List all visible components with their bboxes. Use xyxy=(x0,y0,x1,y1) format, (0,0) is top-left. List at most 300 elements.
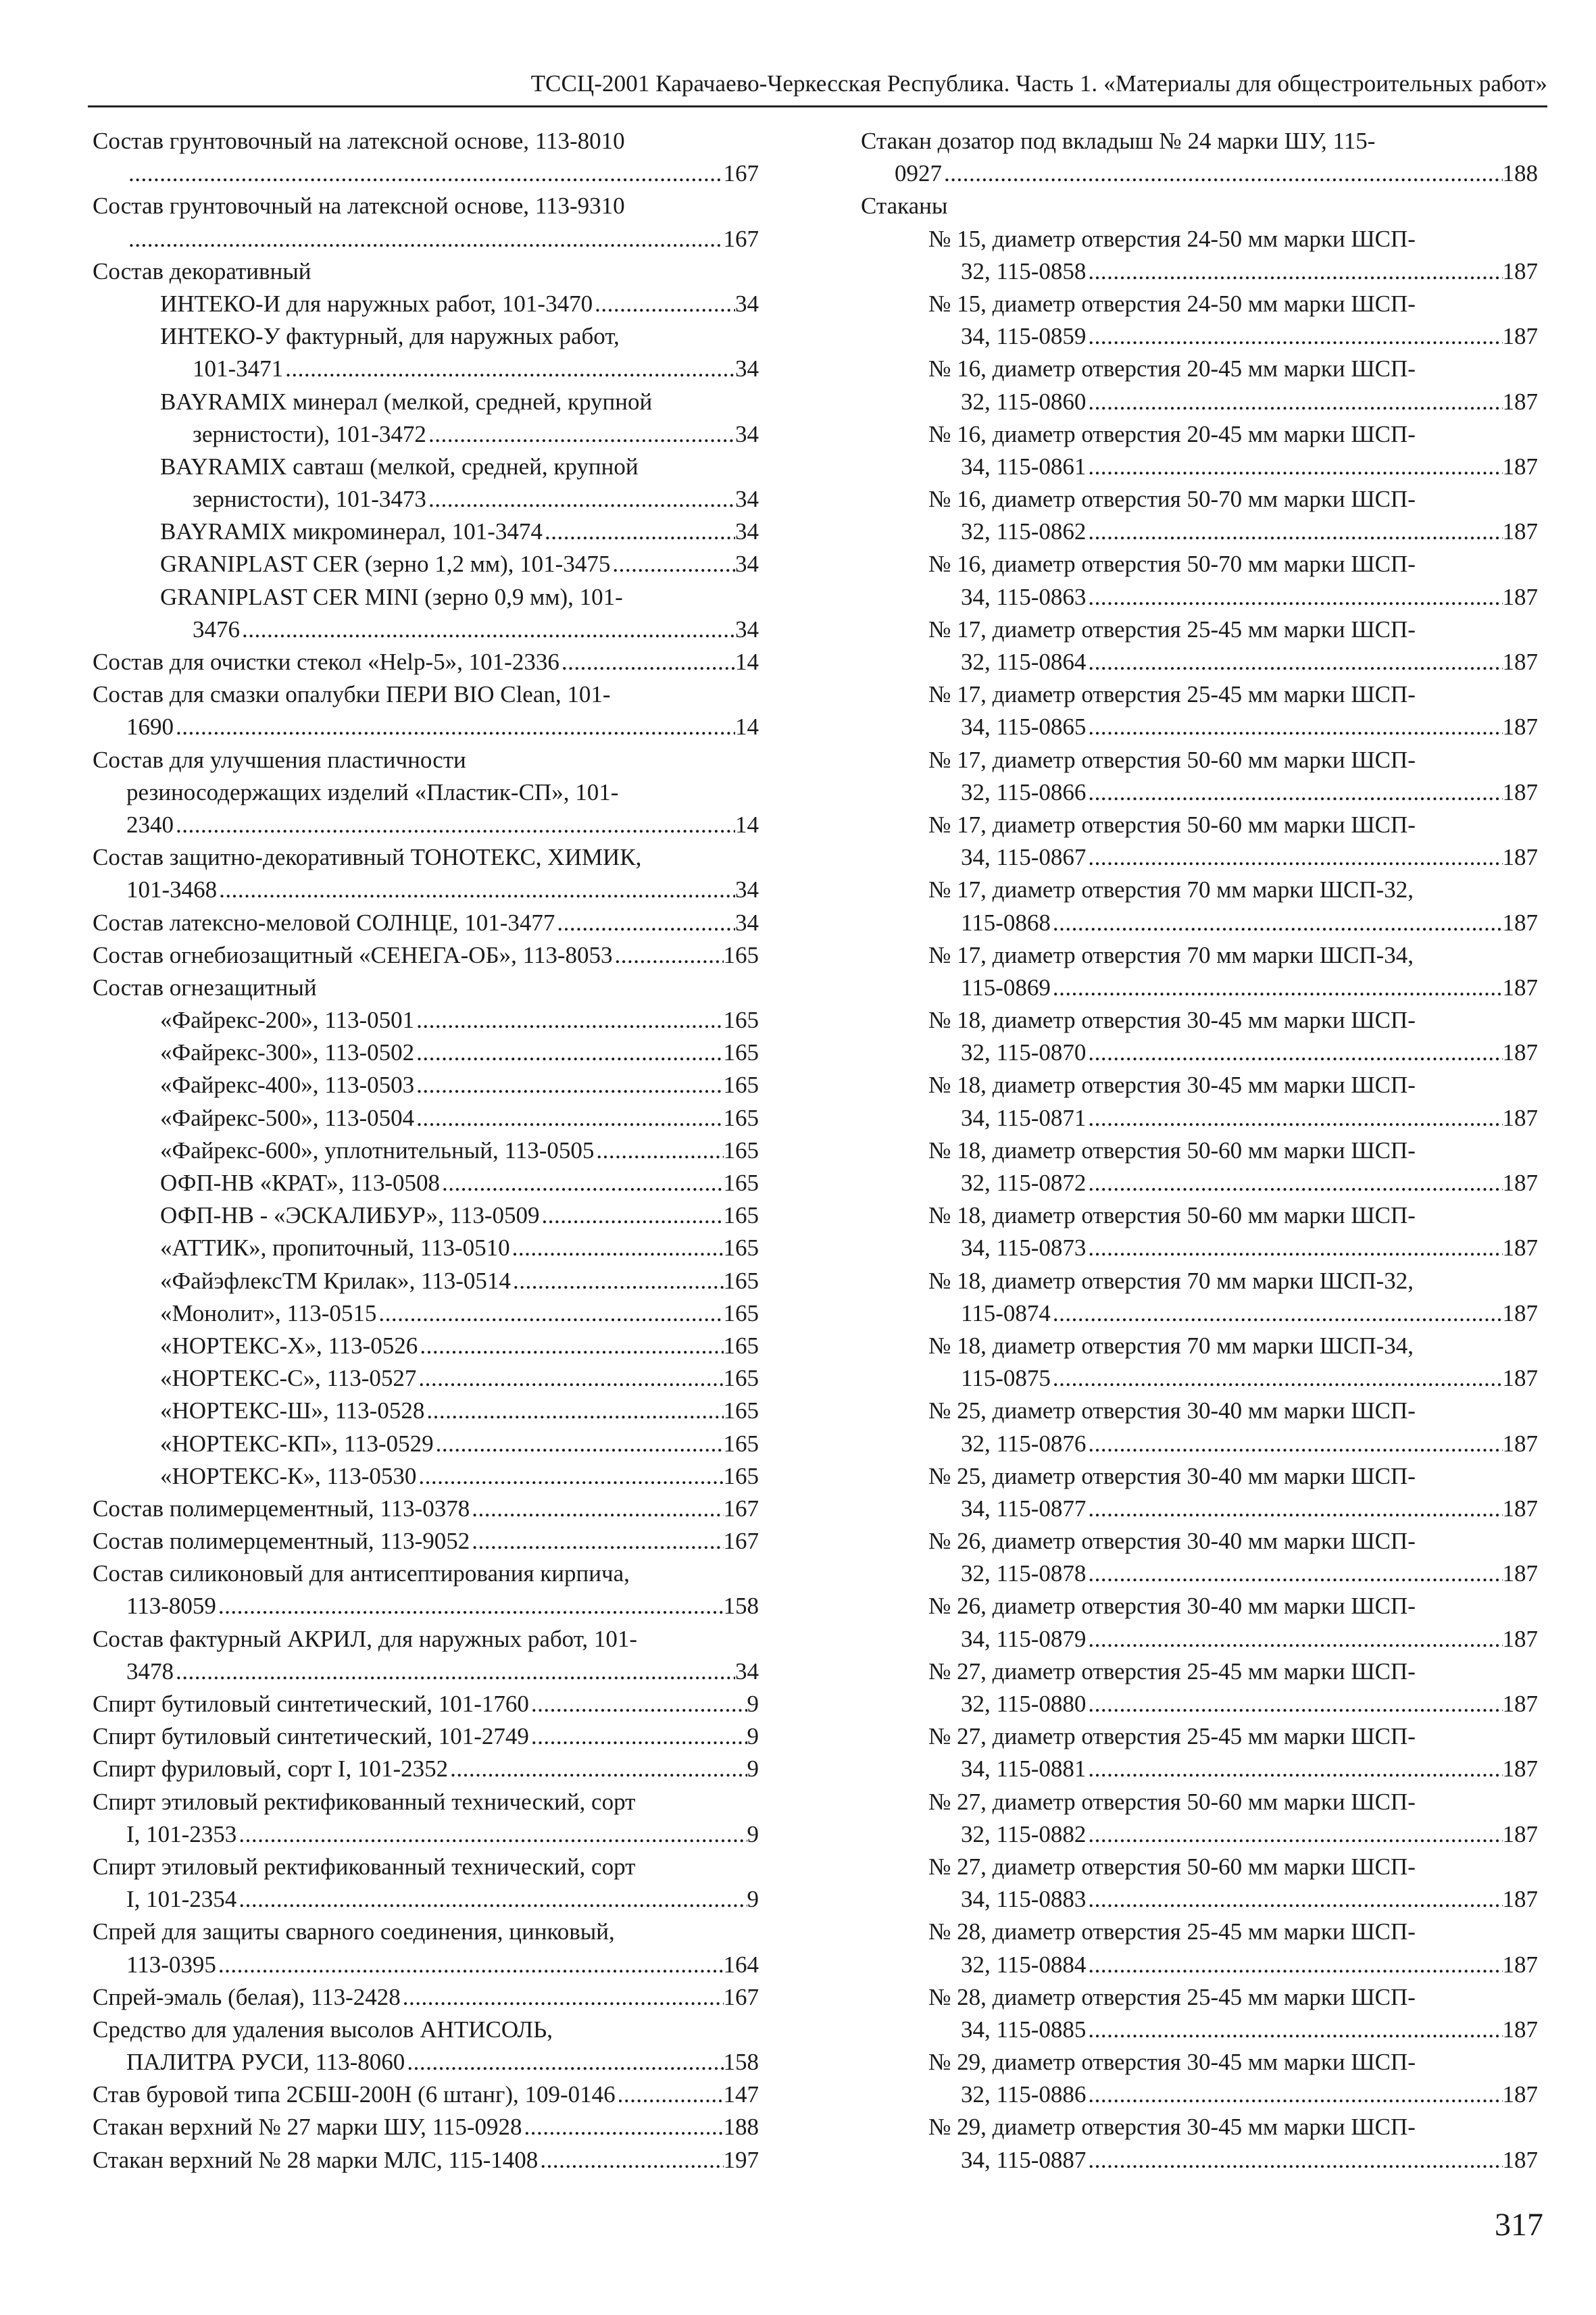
index-entry xyxy=(861,2046,1538,2078)
index-entry xyxy=(861,2144,1538,2176)
index-entry-text: «Файрекс-200», 113-0501 xyxy=(160,1007,415,1034)
index-entry-text: 32, 115-0880 xyxy=(961,1691,1087,1717)
dot-leader xyxy=(942,157,1503,190)
index-entry xyxy=(93,874,759,906)
index-entry xyxy=(93,1688,759,1720)
index-entry-text: № 28, диаметр отверстия 25-45 мм марки ШСП- xyxy=(928,1983,1416,2010)
index-entry xyxy=(861,190,1538,222)
index-entry-page: 187 xyxy=(1502,323,1538,350)
index-entry-page: 34 xyxy=(735,876,759,903)
index-entry-text: 34, 115-0863 xyxy=(961,583,1087,610)
index-entry-text: ИНТЕКО-У фактурный, для наружных работ, xyxy=(160,323,620,350)
index-entry-text: Спирт этиловый ректификованный технический, сорт xyxy=(93,1853,636,1880)
index-entry-text: I, 101-2353 xyxy=(126,1820,237,1847)
index-entry-page: 187 xyxy=(1502,2146,1538,2173)
index-column-right xyxy=(861,125,1538,2176)
index-entry-text: № 18, диаметр отверстия 30-45 мм марки ШСП- xyxy=(928,1007,1416,1034)
index-entry xyxy=(861,1818,1538,1851)
index-column-left xyxy=(93,125,759,2176)
index-entry-page: 187 xyxy=(1502,649,1538,675)
index-entry xyxy=(93,451,759,483)
index-entry-text: Спирт фуриловый, сорт I, 101-2352 xyxy=(93,1756,449,1783)
index-entry-page: 165 xyxy=(723,1365,759,1392)
index-entry xyxy=(861,1330,1538,1362)
index-entry-text: 32, 115-0870 xyxy=(961,1039,1087,1066)
index-entry xyxy=(861,1851,1538,1883)
index-entry-text: № 26, диаметр отверстия 30-40 мм марки ШСП- xyxy=(928,1593,1416,1620)
dot-leader xyxy=(424,1395,723,1427)
index-entry-page: 187 xyxy=(1502,1365,1538,1392)
index-entry xyxy=(93,223,759,255)
index-entry xyxy=(861,1069,1538,1101)
dot-leader xyxy=(594,1135,723,1167)
dot-leader xyxy=(236,1818,747,1851)
dot-leader xyxy=(1086,451,1502,483)
index-entry-text: № 16, диаметр отверстия 20-45 мм марки ШСП- xyxy=(928,420,1416,447)
index-entry-page: 187 xyxy=(1502,844,1538,871)
index-entry xyxy=(93,1265,759,1297)
index-entry xyxy=(861,255,1538,288)
index-entry xyxy=(861,874,1538,906)
index-entry xyxy=(93,907,759,939)
index-entry-text: 34, 115-0867 xyxy=(961,844,1087,871)
index-entry-text: 32, 115-0878 xyxy=(961,1560,1087,1587)
index-entry-page: 165 xyxy=(723,1007,759,1034)
index-entry xyxy=(861,1167,1538,1199)
index-entry-text: Спрей-эмаль (белая), 113-2428 xyxy=(93,1983,401,2010)
index-entry xyxy=(861,1493,1538,1525)
index-entry xyxy=(93,1623,759,1656)
index-entry-page: 165 xyxy=(723,1332,759,1359)
index-entry-text: 34, 115-0877 xyxy=(961,1495,1087,1522)
index-entry-text: BAYRAMIX савташ (мелкой, средней, крупной xyxy=(160,453,639,480)
dot-leader xyxy=(593,288,735,320)
index-entry-page: 34 xyxy=(735,290,759,317)
index-entry-text: «НОРТЕКС-С», 113-0527 xyxy=(160,1365,417,1392)
dot-leader xyxy=(216,1949,724,1981)
index-entry xyxy=(861,1199,1538,1232)
index-entry-text: 32, 115-0886 xyxy=(961,2081,1087,2108)
index-entry xyxy=(93,1949,759,1981)
index-entry xyxy=(861,1265,1538,1297)
index-entry-text: 34, 115-0861 xyxy=(961,453,1087,480)
index-entry xyxy=(93,190,759,222)
index-entry xyxy=(861,1395,1538,1427)
index-entry-text: № 18, диаметр отверстия 70 мм марки ШСП-34, xyxy=(928,1332,1414,1359)
index-entry-text: 32, 115-0860 xyxy=(961,388,1087,415)
index-entry-text: 101-3471 xyxy=(193,355,284,382)
index-entry xyxy=(861,1232,1538,1264)
index-entry xyxy=(93,1460,759,1493)
index-entry-text: BAYRAMIX микроминерал, 101-3474 xyxy=(160,518,543,545)
index-entry-text: Стакан верхний № 28 марки МЛС, 115-1408 xyxy=(93,2146,539,2173)
index-entry-text: 34, 115-0887 xyxy=(961,2146,1087,2173)
dot-leader xyxy=(440,1167,723,1199)
index-entry-page: 187 xyxy=(1502,1299,1538,1326)
dot-leader xyxy=(470,1525,723,1558)
index-entry xyxy=(93,1297,759,1330)
dot-leader xyxy=(1051,1297,1503,1330)
index-entry-text: Состав силиконовый для антисептирования кирпича, xyxy=(93,1560,630,1587)
index-entry-text: ОФП-НВ «КРАТ», 113-0508 xyxy=(160,1170,441,1196)
index-entry-page: 187 xyxy=(1502,1430,1538,1457)
index-entry xyxy=(861,972,1538,1004)
dot-leader xyxy=(1086,1623,1502,1656)
index-entry-text: 34, 115-0865 xyxy=(961,714,1087,741)
index-entry-text: «Монолит», 113-0515 xyxy=(160,1299,377,1326)
index-entry-text: Состав полимерцементный, 113-0378 xyxy=(93,1495,470,1522)
index-entry-text: 1690 xyxy=(126,714,174,741)
index-entry xyxy=(861,483,1538,516)
index-entry xyxy=(93,2078,759,2111)
index-entry-text: ИНТЕКО-И для наружных работ, 101-3470 xyxy=(160,290,593,317)
index-entry xyxy=(861,841,1538,874)
dot-leader xyxy=(1051,1362,1503,1395)
index-entry xyxy=(861,1004,1538,1037)
index-entry xyxy=(93,776,759,809)
index-entry xyxy=(93,581,759,614)
index-entry-page: 165 xyxy=(723,1170,759,1196)
index-entry xyxy=(93,255,759,288)
index-entry xyxy=(93,1883,759,1916)
index-entry xyxy=(93,1786,759,1818)
dot-leader xyxy=(1086,1167,1502,1199)
index-entry-page: 165 xyxy=(723,1202,759,1229)
index-entry-page: 187 xyxy=(1502,1951,1538,1978)
index-entry-text: GRANIPLAST CER MINI (зерно 0,9 мм), 101- xyxy=(160,583,623,610)
index-entry-text: № 25, диаметр отверстия 30-40 мм марки ШСП- xyxy=(928,1462,1416,1489)
dot-leader xyxy=(529,1720,747,1753)
index-entry-text: Состав декоративный xyxy=(93,257,311,284)
index-entry xyxy=(861,1037,1538,1069)
index-entry-page: 165 xyxy=(723,1299,759,1326)
dot-leader xyxy=(1086,1428,1502,1460)
index-entry xyxy=(861,1688,1538,1720)
index-entry xyxy=(93,809,759,841)
index-entry xyxy=(93,1656,759,1688)
index-entry xyxy=(93,1753,759,1785)
index-entry xyxy=(93,125,759,157)
index-entry-text: 101-3468 xyxy=(126,876,218,903)
index-entry-page: 9 xyxy=(747,1691,759,1717)
dot-leader xyxy=(1086,711,1502,743)
dot-leader xyxy=(1086,1688,1502,1720)
index-entry-page: 14 xyxy=(735,714,759,741)
index-entry xyxy=(93,320,759,353)
index-entry xyxy=(93,1102,759,1135)
index-entry xyxy=(93,1818,759,1851)
index-entry-text: № 16, диаметр отверстия 20-45 мм марки ШСП- xyxy=(928,355,1416,382)
index-entry-text: Состав защитно-декоративный ТОНОТЕКС, ХИМИК, xyxy=(93,844,642,871)
index-entry-text: 34, 115-0883 xyxy=(961,1886,1087,1913)
index-entry-page: 187 xyxy=(1502,518,1538,545)
index-entry-page: 34 xyxy=(735,616,759,643)
index-entry-page: 147 xyxy=(723,2081,759,2108)
dot-leader xyxy=(236,1883,747,1916)
index-entry-text: Состав для улучшения пластичности xyxy=(93,746,466,773)
dot-leader xyxy=(416,1460,723,1493)
index-entry-page: 14 xyxy=(735,649,759,675)
index-entry xyxy=(93,353,759,385)
index-entry xyxy=(93,418,759,451)
index-entry xyxy=(861,1558,1538,1590)
dot-leader xyxy=(1086,1493,1502,1525)
index-entry xyxy=(93,614,759,646)
index-entry xyxy=(861,939,1538,972)
index-entry-text: 3478 xyxy=(126,1658,174,1685)
index-entry-text: № 28, диаметр отверстия 25-45 мм марки ШСП- xyxy=(928,1918,1416,1945)
index-entry xyxy=(93,972,759,1004)
index-entry xyxy=(93,1590,759,1622)
index-entry-text: I, 101-2354 xyxy=(126,1886,237,1913)
index-entry xyxy=(861,678,1538,711)
index-entry xyxy=(93,646,759,678)
index-entry-text: резиносодержащих изделий «Пластик-СП», 101- xyxy=(126,778,619,805)
dot-leader xyxy=(418,1330,723,1362)
dot-leader xyxy=(376,1297,723,1330)
index-entry-page: 187 xyxy=(1502,1625,1538,1652)
index-entry xyxy=(93,1069,759,1101)
dot-leader xyxy=(1086,386,1502,418)
dot-leader xyxy=(1086,255,1502,288)
index-entry xyxy=(861,320,1538,353)
dot-leader xyxy=(1086,1883,1502,1916)
index-entry-page: 9 xyxy=(747,1756,759,1783)
index-entry-text: 0927 xyxy=(895,160,942,187)
index-entry-text: № 17, диаметр отверстия 25-45 мм марки ШСП- xyxy=(928,616,1416,643)
dot-leader xyxy=(448,1753,747,1785)
index-entry xyxy=(861,2111,1538,2143)
dot-leader xyxy=(616,2078,724,2111)
dot-leader xyxy=(1086,646,1502,678)
dot-leader xyxy=(434,1428,724,1460)
index-entry-text: № 29, диаметр отверстия 30-45 мм марки ШСП- xyxy=(928,2049,1416,2076)
index-entry-page: 165 xyxy=(723,1397,759,1424)
index-entry xyxy=(93,1493,759,1525)
index-entry xyxy=(93,678,759,711)
index-entry-text: № 17, диаметр отверстия 25-45 мм марки ШСП- xyxy=(928,681,1416,708)
index-entry-text: «АТТИК», пропиточный, 113-0510 xyxy=(160,1235,510,1262)
index-entry-page: 187 xyxy=(1502,583,1538,610)
index-entry xyxy=(861,744,1538,776)
dot-leader xyxy=(126,223,724,255)
index-entry xyxy=(93,2111,759,2143)
index-entry-page: 187 xyxy=(1502,2016,1538,2043)
index-entry-text: 32, 115-0864 xyxy=(961,649,1087,675)
dot-leader xyxy=(174,711,735,743)
dot-leader xyxy=(1086,1558,1502,1590)
index-entry-text: «Файрекс-500», 113-0504 xyxy=(160,1104,415,1131)
index-entry xyxy=(93,744,759,776)
index-entry-text: № 15, диаметр отверстия 24-50 мм марки ШСП- xyxy=(928,290,1416,317)
index-entry-page: 165 xyxy=(723,1462,759,1489)
index-entry-text: 32, 115-0876 xyxy=(961,1430,1087,1457)
dot-leader xyxy=(610,548,735,580)
index-entry xyxy=(93,939,759,972)
index-entry-page: 197 xyxy=(723,2146,759,2173)
dot-leader xyxy=(1051,972,1503,1004)
index-entry-text: Состав огнезащитный xyxy=(93,974,317,1001)
index-entry xyxy=(93,1558,759,1590)
dot-leader xyxy=(559,646,735,678)
index-entry xyxy=(861,548,1538,580)
index-entry xyxy=(861,2078,1538,2111)
index-entry-text: № 25, диаметр отверстия 30-40 мм марки ШСП- xyxy=(928,1397,1416,1424)
index-entry-page: 187 xyxy=(1502,974,1538,1001)
index-entry-text: № 26, диаметр отверстия 30-40 мм марки ШСП- xyxy=(928,1528,1416,1555)
index-entry-text: «НОРТЕКС-КП», 113-0529 xyxy=(160,1430,434,1457)
index-entry-text: Стакан верхний № 27 марки ШУ, 115-0928 xyxy=(93,2114,522,2141)
index-entry-text: «НОРТЕКС-Х», 113-0526 xyxy=(160,1332,418,1359)
index-entry-text: № 18, диаметр отверстия 50-60 мм марки ШСП- xyxy=(928,1202,1416,1229)
index-entry-text: 32, 115-0872 xyxy=(961,1170,1087,1196)
dot-leader xyxy=(1086,841,1502,874)
index-entry-text: 115-0874 xyxy=(961,1299,1051,1326)
index-entry-page: 9 xyxy=(747,1886,759,1913)
index-entry-page: 165 xyxy=(723,941,759,968)
index-entry-page: 187 xyxy=(1502,1820,1538,1847)
dot-leader xyxy=(1086,1818,1502,1851)
index-entry-page: 167 xyxy=(723,160,759,187)
index-entry-page: 14 xyxy=(735,811,759,838)
index-entry xyxy=(861,1428,1538,1460)
index-entry-text: 34, 115-0881 xyxy=(961,1756,1087,1783)
dot-leader xyxy=(126,157,724,190)
index-entry xyxy=(861,1883,1538,1916)
index-entry-page: 188 xyxy=(1502,160,1538,187)
index-entry-page: 165 xyxy=(723,1267,759,1294)
dot-leader xyxy=(1086,1949,1502,1981)
index-entry xyxy=(93,483,759,516)
index-entry-text: 115-0868 xyxy=(961,909,1051,936)
dot-leader xyxy=(1086,2078,1502,2111)
index-entry-page: 187 xyxy=(1502,1691,1538,1717)
index-entry xyxy=(93,2046,759,2078)
index-entry-text: Став буровой типа 2СБШ-200Н (6 штанг), 109-0146 xyxy=(93,2081,616,2108)
index-entry xyxy=(861,353,1538,385)
index-entry xyxy=(93,1135,759,1167)
index-entry-page: 187 xyxy=(1502,1560,1538,1587)
index-entry-text: Средство для удаления высолов АНТИСОЛЬ, xyxy=(93,2016,553,2043)
index-entry-text: № 18, диаметр отверстия 70 мм марки ШСП-32, xyxy=(928,1267,1414,1294)
index-entry xyxy=(861,1949,1538,1981)
index-entry-text: 34, 115-0885 xyxy=(961,2016,1087,2043)
index-entry-page: 167 xyxy=(723,1528,759,1555)
index-entry-page: 165 xyxy=(723,1137,759,1164)
index-entry xyxy=(93,1525,759,1558)
dot-leader xyxy=(1086,776,1502,809)
index-entry-page: 9 xyxy=(747,1820,759,1847)
dot-leader xyxy=(612,939,723,972)
index-entry-text: 34, 115-0873 xyxy=(961,1235,1087,1262)
index-entry xyxy=(861,711,1538,743)
index-entry-text: 32, 115-0866 xyxy=(961,778,1087,805)
index-entry-page: 165 xyxy=(723,1072,759,1099)
index-entry-page: 187 xyxy=(1502,1886,1538,1913)
index-entry xyxy=(861,1590,1538,1622)
dot-leader xyxy=(1086,1102,1502,1135)
page-header xyxy=(88,66,1547,107)
index-entry-page: 158 xyxy=(723,2049,759,2076)
index-entry-text: № 16, диаметр отверстия 50-70 мм марки ШСП- xyxy=(928,486,1416,513)
index-entry xyxy=(93,1395,759,1427)
index-entry xyxy=(861,386,1538,418)
index-entry-text: 32, 115-0858 xyxy=(961,257,1087,284)
dot-leader xyxy=(414,1037,723,1069)
index-entry-text: 2340 xyxy=(126,811,174,838)
index-entry xyxy=(93,1362,759,1395)
index-entry xyxy=(861,1297,1538,1330)
dot-leader xyxy=(1086,1037,1502,1069)
index-entry xyxy=(861,157,1538,190)
index-entry xyxy=(861,418,1538,451)
index-entry-text: 115-0875 xyxy=(961,1365,1051,1392)
index-entry-page: 187 xyxy=(1502,778,1538,805)
index-entry xyxy=(861,1656,1538,1688)
index-entry-text: 113-0395 xyxy=(126,1951,216,1978)
index-entry xyxy=(93,1037,759,1069)
index-entry-page: 165 xyxy=(723,1104,759,1131)
index-entry xyxy=(861,1916,1538,1948)
dot-leader xyxy=(240,614,735,646)
index-entry xyxy=(861,451,1538,483)
dot-leader xyxy=(555,907,735,939)
index-entry xyxy=(93,1330,759,1362)
index-entry-page: 34 xyxy=(735,518,759,545)
index-entry xyxy=(861,1362,1538,1395)
index-entry-page: 187 xyxy=(1502,1104,1538,1131)
index-entry xyxy=(93,548,759,580)
dot-leader xyxy=(540,1199,724,1232)
index-entry xyxy=(93,516,759,548)
index-entry-text: BAYRAMIX минерал (мелкой, средней, крупной xyxy=(160,388,653,415)
dot-leader xyxy=(414,1102,723,1135)
index-entry xyxy=(861,1525,1538,1558)
dot-leader xyxy=(1086,2014,1502,2046)
index-entry xyxy=(861,223,1538,255)
index-entry-text: Спирт этиловый ректификованный технический, сорт xyxy=(93,1788,636,1815)
index-entry-text: Спирт бутиловый синтетический, 101-2749 xyxy=(93,1723,529,1750)
index-entry-text: 32, 115-0884 xyxy=(961,1951,1087,1978)
index-entry-text: зернистости), 101-3473 xyxy=(193,486,426,513)
index-entry xyxy=(861,1102,1538,1135)
index-entry-page: 187 xyxy=(1502,909,1538,936)
index-entry-page: 187 xyxy=(1502,388,1538,415)
index-entry-text: 32, 115-0862 xyxy=(961,518,1087,545)
index-entry-page: 187 xyxy=(1502,1170,1538,1196)
index-entry-page: 34 xyxy=(735,355,759,382)
index-entry xyxy=(861,776,1538,809)
index-entry-text: 34, 115-0859 xyxy=(961,323,1087,350)
index-entry-text: № 27, диаметр отверстия 50-60 мм марки ШСП- xyxy=(928,1788,1416,1815)
index-entry-page: 187 xyxy=(1502,714,1538,741)
index-entry-text: 34, 115-0871 xyxy=(961,1104,1087,1131)
dot-leader xyxy=(217,874,735,906)
dot-leader xyxy=(522,2111,724,2143)
index-entry-page: 165 xyxy=(723,1235,759,1262)
dot-leader xyxy=(510,1232,724,1264)
index-entry-text: «НОРТЕКС-Ш», 113-0528 xyxy=(160,1397,425,1424)
dot-leader xyxy=(1086,516,1502,548)
index-entry xyxy=(861,809,1538,841)
index-entry-page: 165 xyxy=(723,1039,759,1066)
index-entry-text: Стакан дозатор под вкладыш № 24 марки ШУ, 115- xyxy=(861,128,1376,154)
index-entry-text: «НОРТЕКС-К», 113-0530 xyxy=(160,1462,417,1489)
index-entry xyxy=(861,581,1538,614)
index-entry-page: 188 xyxy=(723,2114,759,2141)
index-entry-text: Состав грунтовочный на латексной основе, 113-9310 xyxy=(93,193,625,220)
index-entry-page: 187 xyxy=(1502,1756,1538,1783)
